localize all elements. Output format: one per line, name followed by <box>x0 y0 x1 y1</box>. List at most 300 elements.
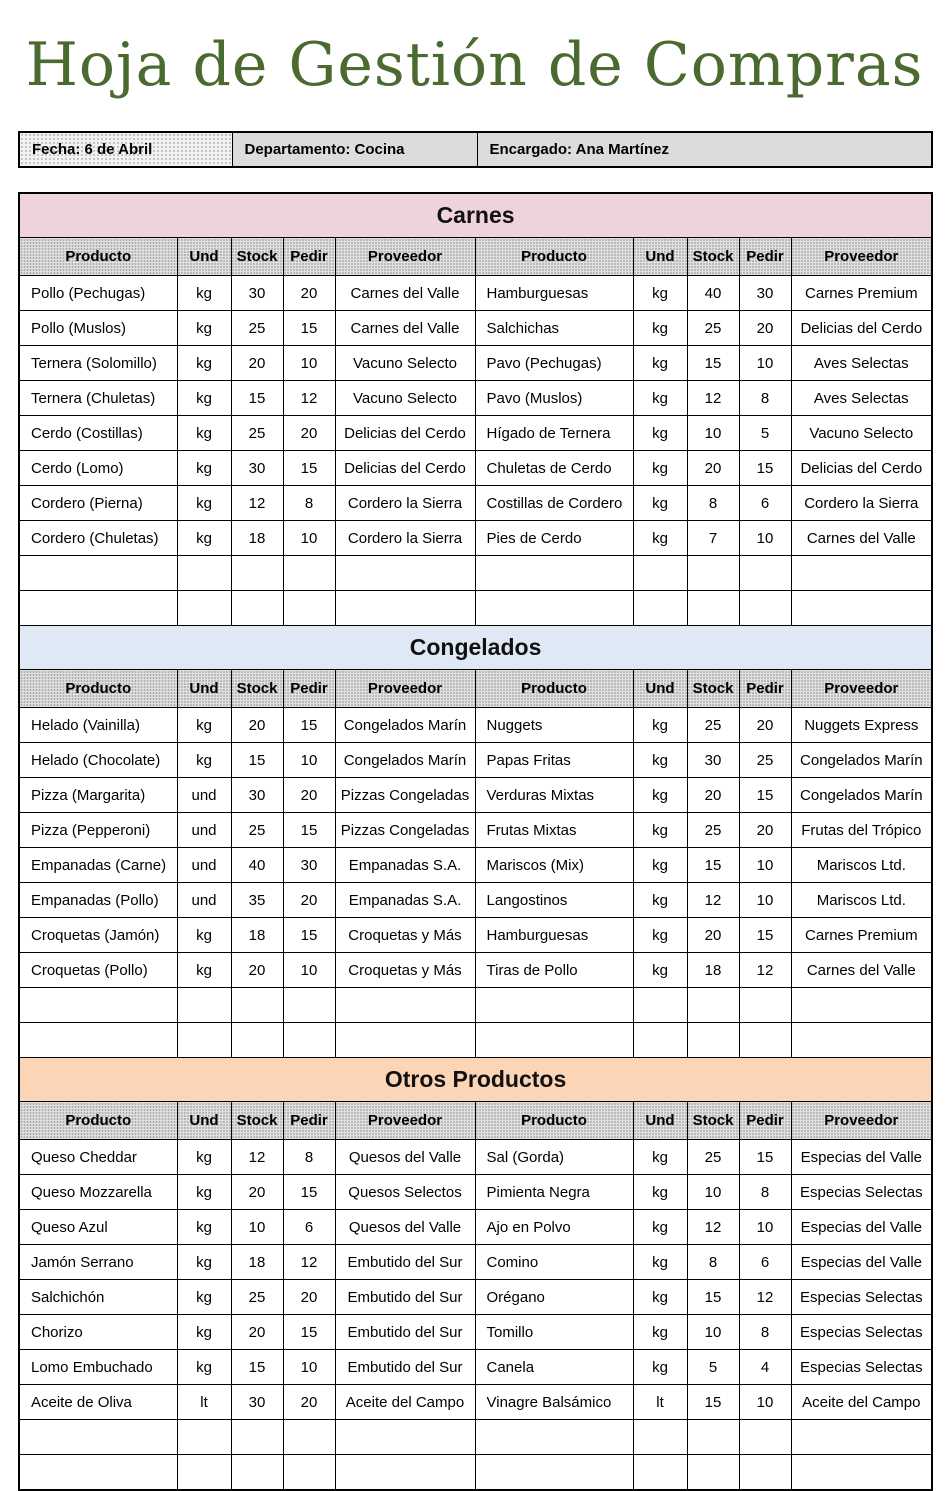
empty-cell[interactable] <box>791 556 932 591</box>
table-cell[interactable]: Embutido del Sur <box>335 1280 475 1315</box>
table-cell[interactable]: kg <box>177 1140 231 1175</box>
table-cell[interactable]: Pavo (Pechugas) <box>475 346 633 381</box>
table-cell[interactable]: 15 <box>739 778 791 813</box>
table-cell[interactable]: Hamburguesas <box>475 918 633 953</box>
table-cell[interactable]: Croquetas (Pollo) <box>19 953 177 988</box>
table-cell[interactable]: kg <box>177 346 231 381</box>
empty-cell[interactable] <box>633 1023 687 1058</box>
table-cell[interactable]: 30 <box>231 276 283 311</box>
encargado-cell[interactable]: Encargado: Ana Martínez <box>477 132 932 167</box>
table-cell[interactable]: kg <box>177 276 231 311</box>
table-cell[interactable]: kg <box>177 486 231 521</box>
table-cell[interactable]: Carnes del Valle <box>335 276 475 311</box>
table-cell[interactable]: 6 <box>283 1210 335 1245</box>
empty-cell[interactable] <box>475 1023 633 1058</box>
table-cell[interactable]: Canela <box>475 1350 633 1385</box>
table-cell[interactable]: Empanadas S.A. <box>335 883 475 918</box>
table-cell[interactable]: Nuggets <box>475 708 633 743</box>
empty-cell[interactable] <box>633 1420 687 1455</box>
empty-cell[interactable] <box>231 1455 283 1491</box>
table-cell[interactable]: 25 <box>687 708 739 743</box>
table-cell[interactable]: Embutido del Sur <box>335 1350 475 1385</box>
table-cell[interactable]: 25 <box>231 416 283 451</box>
table-cell[interactable]: 20 <box>739 813 791 848</box>
table-cell[interactable]: kg <box>633 813 687 848</box>
table-cell[interactable]: Aves Selectas <box>791 381 932 416</box>
table-cell[interactable]: kg <box>177 1315 231 1350</box>
table-cell[interactable]: Aceite del Campo <box>791 1385 932 1420</box>
empty-cell[interactable] <box>231 988 283 1023</box>
empty-cell[interactable] <box>475 988 633 1023</box>
table-cell[interactable]: 30 <box>231 451 283 486</box>
table-cell[interactable]: 25 <box>739 743 791 778</box>
table-cell[interactable]: Hamburguesas <box>475 276 633 311</box>
table-cell[interactable]: 15 <box>739 451 791 486</box>
table-cell[interactable]: Vacuno Selecto <box>335 381 475 416</box>
table-cell[interactable]: kg <box>633 1315 687 1350</box>
table-cell[interactable]: Congelados Marín <box>791 743 932 778</box>
fecha-cell[interactable]: Fecha: 6 de Abril <box>19 132 232 167</box>
table-cell[interactable]: Langostinos <box>475 883 633 918</box>
empty-cell[interactable] <box>687 988 739 1023</box>
empty-cell[interactable] <box>687 1420 739 1455</box>
table-cell[interactable]: Aves Selectas <box>791 346 932 381</box>
table-cell[interactable]: Cordero la Sierra <box>335 521 475 556</box>
table-cell[interactable]: kg <box>177 743 231 778</box>
table-cell[interactable]: kg <box>633 311 687 346</box>
table-cell[interactable]: Croquetas y Más <box>335 953 475 988</box>
table-cell[interactable]: 10 <box>283 743 335 778</box>
table-cell[interactable]: 15 <box>231 743 283 778</box>
table-cell[interactable]: 10 <box>739 521 791 556</box>
table-cell[interactable]: 40 <box>231 848 283 883</box>
table-cell[interactable]: 12 <box>687 1210 739 1245</box>
empty-cell[interactable] <box>19 591 177 626</box>
table-cell[interactable]: kg <box>633 778 687 813</box>
table-cell[interactable]: und <box>177 778 231 813</box>
table-cell[interactable]: Papas Fritas <box>475 743 633 778</box>
table-cell[interactable]: 6 <box>739 486 791 521</box>
table-cell[interactable]: Croquetas (Jamón) <box>19 918 177 953</box>
table-cell[interactable]: 20 <box>739 311 791 346</box>
table-cell[interactable]: Queso Mozzarella <box>19 1175 177 1210</box>
empty-cell[interactable] <box>739 1023 791 1058</box>
table-cell[interactable]: kg <box>633 1175 687 1210</box>
table-cell[interactable]: Pavo (Muslos) <box>475 381 633 416</box>
table-cell[interactable]: Empanadas (Pollo) <box>19 883 177 918</box>
table-cell[interactable]: kg <box>633 953 687 988</box>
table-cell[interactable]: 20 <box>283 276 335 311</box>
table-cell[interactable]: 15 <box>739 1140 791 1175</box>
empty-cell[interactable] <box>687 1023 739 1058</box>
empty-cell[interactable] <box>283 1023 335 1058</box>
empty-cell[interactable] <box>177 988 231 1023</box>
table-cell[interactable]: kg <box>177 521 231 556</box>
table-cell[interactable]: 25 <box>231 813 283 848</box>
table-cell[interactable]: 20 <box>231 708 283 743</box>
table-cell[interactable]: Delicias del Cerdo <box>791 311 932 346</box>
empty-cell[interactable] <box>19 1455 177 1491</box>
table-cell[interactable]: Carnes del Valle <box>335 311 475 346</box>
table-cell[interactable]: 25 <box>687 813 739 848</box>
table-cell[interactable]: 12 <box>283 1245 335 1280</box>
table-cell[interactable]: 15 <box>283 918 335 953</box>
table-cell[interactable]: Tomillo <box>475 1315 633 1350</box>
table-cell[interactable]: Cordero (Chuletas) <box>19 521 177 556</box>
table-cell[interactable]: kg <box>177 918 231 953</box>
table-cell[interactable]: 15 <box>283 1175 335 1210</box>
table-cell[interactable]: Aceite del Campo <box>335 1385 475 1420</box>
table-cell[interactable]: Embutido del Sur <box>335 1245 475 1280</box>
table-cell[interactable]: Orégano <box>475 1280 633 1315</box>
table-cell[interactable]: 20 <box>687 918 739 953</box>
table-cell[interactable]: Verduras Mixtas <box>475 778 633 813</box>
table-cell[interactable]: Costillas de Cordero <box>475 486 633 521</box>
empty-cell[interactable] <box>739 556 791 591</box>
table-cell[interactable]: 20 <box>283 416 335 451</box>
empty-cell[interactable] <box>739 1420 791 1455</box>
empty-cell[interactable] <box>335 591 475 626</box>
table-cell[interactable]: kg <box>633 743 687 778</box>
table-cell[interactable]: kg <box>633 883 687 918</box>
table-cell[interactable]: Pizzas Congeladas <box>335 813 475 848</box>
table-cell[interactable]: Ternera (Chuletas) <box>19 381 177 416</box>
table-cell[interactable]: 8 <box>739 1175 791 1210</box>
table-cell[interactable]: Nuggets Express <box>791 708 932 743</box>
table-cell[interactable]: 18 <box>231 521 283 556</box>
table-cell[interactable]: Chorizo <box>19 1315 177 1350</box>
table-cell[interactable]: Cordero (Pierna) <box>19 486 177 521</box>
empty-cell[interactable] <box>177 1420 231 1455</box>
empty-cell[interactable] <box>19 1420 177 1455</box>
empty-cell[interactable] <box>19 1023 177 1058</box>
table-cell[interactable]: 10 <box>739 883 791 918</box>
table-cell[interactable]: kg <box>633 416 687 451</box>
table-cell[interactable]: Delicias del Cerdo <box>791 451 932 486</box>
table-cell[interactable]: kg <box>633 276 687 311</box>
table-cell[interactable]: 15 <box>231 1350 283 1385</box>
table-cell[interactable]: Pizza (Pepperoni) <box>19 813 177 848</box>
table-cell[interactable]: 8 <box>739 381 791 416</box>
empty-cell[interactable] <box>739 591 791 626</box>
table-cell[interactable]: Empanadas S.A. <box>335 848 475 883</box>
table-cell[interactable]: Queso Azul <box>19 1210 177 1245</box>
table-cell[interactable]: kg <box>633 918 687 953</box>
table-cell[interactable]: Quesos del Valle <box>335 1140 475 1175</box>
table-cell[interactable]: Frutas del Trópico <box>791 813 932 848</box>
table-cell[interactable]: kg <box>177 1210 231 1245</box>
table-cell[interactable]: 15 <box>231 381 283 416</box>
table-cell[interactable]: 25 <box>687 1140 739 1175</box>
table-cell[interactable]: Lomo Embuchado <box>19 1350 177 1385</box>
table-cell[interactable]: kg <box>633 848 687 883</box>
table-cell[interactable]: 15 <box>687 1280 739 1315</box>
table-cell[interactable]: lt <box>177 1385 231 1420</box>
empty-cell[interactable] <box>335 1023 475 1058</box>
table-cell[interactable]: Cordero la Sierra <box>335 486 475 521</box>
empty-cell[interactable] <box>177 1455 231 1491</box>
table-cell[interactable]: 18 <box>687 953 739 988</box>
empty-cell[interactable] <box>791 1455 932 1491</box>
empty-cell[interactable] <box>177 556 231 591</box>
table-cell[interactable]: kg <box>633 346 687 381</box>
table-cell[interactable]: Carnes Premium <box>791 276 932 311</box>
table-cell[interactable]: kg <box>177 953 231 988</box>
table-cell[interactable]: Queso Cheddar <box>19 1140 177 1175</box>
table-cell[interactable]: Empanadas (Carne) <box>19 848 177 883</box>
table-cell[interactable]: Mariscos Ltd. <box>791 883 932 918</box>
table-cell[interactable]: 10 <box>283 521 335 556</box>
table-cell[interactable]: 15 <box>283 813 335 848</box>
table-cell[interactable]: 10 <box>687 1175 739 1210</box>
table-cell[interactable]: kg <box>177 1350 231 1385</box>
empty-cell[interactable] <box>475 556 633 591</box>
table-cell[interactable]: Salchichas <box>475 311 633 346</box>
table-cell[interactable]: 30 <box>231 1385 283 1420</box>
table-cell[interactable]: Especias Selectas <box>791 1175 932 1210</box>
empty-cell[interactable] <box>739 1455 791 1491</box>
table-cell[interactable]: kg <box>633 1350 687 1385</box>
table-cell[interactable]: 10 <box>687 416 739 451</box>
table-cell[interactable]: Quesos del Valle <box>335 1210 475 1245</box>
table-cell[interactable]: und <box>177 813 231 848</box>
departamento-cell[interactable]: Departamento: Cocina <box>232 132 477 167</box>
empty-cell[interactable] <box>791 1420 932 1455</box>
table-cell[interactable]: 5 <box>687 1350 739 1385</box>
empty-cell[interactable] <box>283 1420 335 1455</box>
table-cell[interactable]: Delicias del Cerdo <box>335 451 475 486</box>
table-cell[interactable]: Vacuno Selecto <box>791 416 932 451</box>
table-cell[interactable]: Comino <box>475 1245 633 1280</box>
table-cell[interactable]: Embutido del Sur <box>335 1315 475 1350</box>
table-cell[interactable]: Aceite de Oliva <box>19 1385 177 1420</box>
empty-cell[interactable] <box>283 556 335 591</box>
table-cell[interactable]: 15 <box>739 918 791 953</box>
table-cell[interactable]: 8 <box>283 486 335 521</box>
table-cell[interactable]: 10 <box>739 1385 791 1420</box>
empty-cell[interactable] <box>177 591 231 626</box>
table-cell[interactable]: 25 <box>687 311 739 346</box>
table-cell[interactable]: 30 <box>231 778 283 813</box>
table-cell[interactable]: Delicias del Cerdo <box>335 416 475 451</box>
table-cell[interactable]: kg <box>177 1245 231 1280</box>
table-cell[interactable]: kg <box>177 451 231 486</box>
table-cell[interactable]: Vinagre Balsámico <box>475 1385 633 1420</box>
table-cell[interactable]: Congelados Marín <box>791 778 932 813</box>
empty-cell[interactable] <box>335 1420 475 1455</box>
table-cell[interactable]: Pizzas Congeladas <box>335 778 475 813</box>
table-cell[interactable]: kg <box>177 311 231 346</box>
table-cell[interactable]: 8 <box>739 1315 791 1350</box>
table-cell[interactable]: Sal (Gorda) <box>475 1140 633 1175</box>
table-cell[interactable]: kg <box>633 1245 687 1280</box>
table-cell[interactable]: und <box>177 848 231 883</box>
empty-cell[interactable] <box>633 591 687 626</box>
table-cell[interactable]: Pollo (Pechugas) <box>19 276 177 311</box>
table-cell[interactable]: Carnes del Valle <box>791 521 932 556</box>
empty-cell[interactable] <box>283 591 335 626</box>
table-cell[interactable]: 8 <box>687 1245 739 1280</box>
table-cell[interactable]: Frutas Mixtas <box>475 813 633 848</box>
empty-cell[interactable] <box>231 1420 283 1455</box>
table-cell[interactable]: 10 <box>283 953 335 988</box>
table-cell[interactable]: kg <box>633 1140 687 1175</box>
table-cell[interactable]: 20 <box>283 1385 335 1420</box>
table-cell[interactable]: Pollo (Muslos) <box>19 311 177 346</box>
table-cell[interactable]: 12 <box>231 486 283 521</box>
table-cell[interactable]: 12 <box>687 381 739 416</box>
table-cell[interactable]: Especias del Valle <box>791 1245 932 1280</box>
table-cell[interactable]: Hígado de Ternera <box>475 416 633 451</box>
table-cell[interactable]: Carnes Premium <box>791 918 932 953</box>
table-cell[interactable]: kg <box>633 708 687 743</box>
table-cell[interactable]: 15 <box>283 708 335 743</box>
table-cell[interactable]: 10 <box>739 848 791 883</box>
table-cell[interactable]: Helado (Vainilla) <box>19 708 177 743</box>
table-cell[interactable]: Cerdo (Lomo) <box>19 451 177 486</box>
table-cell[interactable]: Mariscos Ltd. <box>791 848 932 883</box>
table-cell[interactable]: 35 <box>231 883 283 918</box>
empty-cell[interactable] <box>283 988 335 1023</box>
table-cell[interactable]: Especias Selectas <box>791 1315 932 1350</box>
table-cell[interactable]: Chuletas de Cerdo <box>475 451 633 486</box>
table-cell[interactable]: 20 <box>739 708 791 743</box>
table-cell[interactable]: 10 <box>739 1210 791 1245</box>
table-cell[interactable]: 20 <box>231 346 283 381</box>
table-cell[interactable]: 12 <box>231 1140 283 1175</box>
table-cell[interactable]: 10 <box>739 346 791 381</box>
empty-cell[interactable] <box>633 988 687 1023</box>
table-cell[interactable]: 20 <box>687 451 739 486</box>
table-cell[interactable]: 20 <box>283 778 335 813</box>
table-cell[interactable]: kg <box>633 486 687 521</box>
table-cell[interactable]: 20 <box>283 883 335 918</box>
table-cell[interactable]: 30 <box>739 276 791 311</box>
table-cell[interactable]: und <box>177 883 231 918</box>
empty-cell[interactable] <box>791 1023 932 1058</box>
table-cell[interactable]: 15 <box>283 311 335 346</box>
table-cell[interactable]: 25 <box>231 311 283 346</box>
table-cell[interactable]: Quesos Selectos <box>335 1175 475 1210</box>
table-cell[interactable]: 12 <box>283 381 335 416</box>
empty-cell[interactable] <box>231 1023 283 1058</box>
table-cell[interactable]: 7 <box>687 521 739 556</box>
table-cell[interactable]: 15 <box>283 1315 335 1350</box>
empty-cell[interactable] <box>475 1420 633 1455</box>
table-cell[interactable]: kg <box>177 1280 231 1315</box>
table-cell[interactable]: Vacuno Selecto <box>335 346 475 381</box>
table-cell[interactable]: 10 <box>687 1315 739 1350</box>
empty-cell[interactable] <box>335 988 475 1023</box>
empty-cell[interactable] <box>19 556 177 591</box>
table-cell[interactable]: 5 <box>739 416 791 451</box>
table-cell[interactable]: Pizza (Margarita) <box>19 778 177 813</box>
table-cell[interactable]: 15 <box>687 346 739 381</box>
table-cell[interactable]: kg <box>633 1280 687 1315</box>
table-cell[interactable]: 10 <box>283 1350 335 1385</box>
table-cell[interactable]: 40 <box>687 276 739 311</box>
table-cell[interactable]: Croquetas y Más <box>335 918 475 953</box>
table-cell[interactable]: 6 <box>739 1245 791 1280</box>
table-cell[interactable]: 8 <box>687 486 739 521</box>
table-cell[interactable]: Especias Selectas <box>791 1350 932 1385</box>
empty-cell[interactable] <box>687 591 739 626</box>
empty-cell[interactable] <box>791 591 932 626</box>
table-cell[interactable]: 12 <box>687 883 739 918</box>
table-cell[interactable]: Salchichón <box>19 1280 177 1315</box>
empty-cell[interactable] <box>687 1455 739 1491</box>
empty-cell[interactable] <box>177 1023 231 1058</box>
empty-cell[interactable] <box>687 556 739 591</box>
table-cell[interactable]: Cerdo (Costillas) <box>19 416 177 451</box>
table-cell[interactable]: 20 <box>231 953 283 988</box>
table-cell[interactable]: Especias del Valle <box>791 1210 932 1245</box>
table-cell[interactable]: 12 <box>739 1280 791 1315</box>
table-cell[interactable]: 10 <box>283 346 335 381</box>
table-cell[interactable]: Especias Selectas <box>791 1280 932 1315</box>
table-cell[interactable]: 18 <box>231 1245 283 1280</box>
table-cell[interactable]: 4 <box>739 1350 791 1385</box>
table-cell[interactable]: Tiras de Pollo <box>475 953 633 988</box>
table-cell[interactable]: 10 <box>231 1210 283 1245</box>
table-cell[interactable]: 20 <box>687 778 739 813</box>
table-cell[interactable]: 12 <box>739 953 791 988</box>
table-cell[interactable]: kg <box>633 381 687 416</box>
table-cell[interactable]: Helado (Chocolate) <box>19 743 177 778</box>
table-cell[interactable]: 20 <box>231 1315 283 1350</box>
empty-cell[interactable] <box>633 556 687 591</box>
table-cell[interactable]: Jamón Serrano <box>19 1245 177 1280</box>
table-cell[interactable]: 30 <box>687 743 739 778</box>
table-cell[interactable]: Mariscos (Mix) <box>475 848 633 883</box>
table-cell[interactable]: 15 <box>687 848 739 883</box>
empty-cell[interactable] <box>231 591 283 626</box>
table-cell[interactable]: Ternera (Solomillo) <box>19 346 177 381</box>
table-cell[interactable]: Cordero la Sierra <box>791 486 932 521</box>
empty-cell[interactable] <box>791 988 932 1023</box>
table-cell[interactable]: Congelados Marín <box>335 743 475 778</box>
empty-cell[interactable] <box>283 1455 335 1491</box>
table-cell[interactable]: Pimienta Negra <box>475 1175 633 1210</box>
table-cell[interactable]: 8 <box>283 1140 335 1175</box>
table-cell[interactable]: Especias del Valle <box>791 1140 932 1175</box>
table-cell[interactable]: Pies de Cerdo <box>475 521 633 556</box>
table-cell[interactable]: 20 <box>283 1280 335 1315</box>
table-cell[interactable]: kg <box>633 521 687 556</box>
table-cell[interactable]: 15 <box>687 1385 739 1420</box>
table-cell[interactable]: kg <box>177 381 231 416</box>
empty-cell[interactable] <box>633 1455 687 1491</box>
table-cell[interactable]: 25 <box>231 1280 283 1315</box>
table-cell[interactable]: 18 <box>231 918 283 953</box>
table-cell[interactable]: kg <box>633 451 687 486</box>
table-cell[interactable]: kg <box>177 708 231 743</box>
table-cell[interactable]: kg <box>177 1175 231 1210</box>
empty-cell[interactable] <box>475 1455 633 1491</box>
table-cell[interactable]: Ajo en Polvo <box>475 1210 633 1245</box>
empty-cell[interactable] <box>231 556 283 591</box>
table-cell[interactable]: 30 <box>283 848 335 883</box>
table-cell[interactable]: kg <box>177 416 231 451</box>
table-cell[interactable]: 20 <box>231 1175 283 1210</box>
empty-cell[interactable] <box>739 988 791 1023</box>
empty-cell[interactable] <box>19 988 177 1023</box>
table-cell[interactable]: lt <box>633 1385 687 1420</box>
table-cell[interactable]: Carnes del Valle <box>791 953 932 988</box>
empty-cell[interactable] <box>475 591 633 626</box>
empty-cell[interactable] <box>335 556 475 591</box>
empty-cell[interactable] <box>335 1455 475 1491</box>
